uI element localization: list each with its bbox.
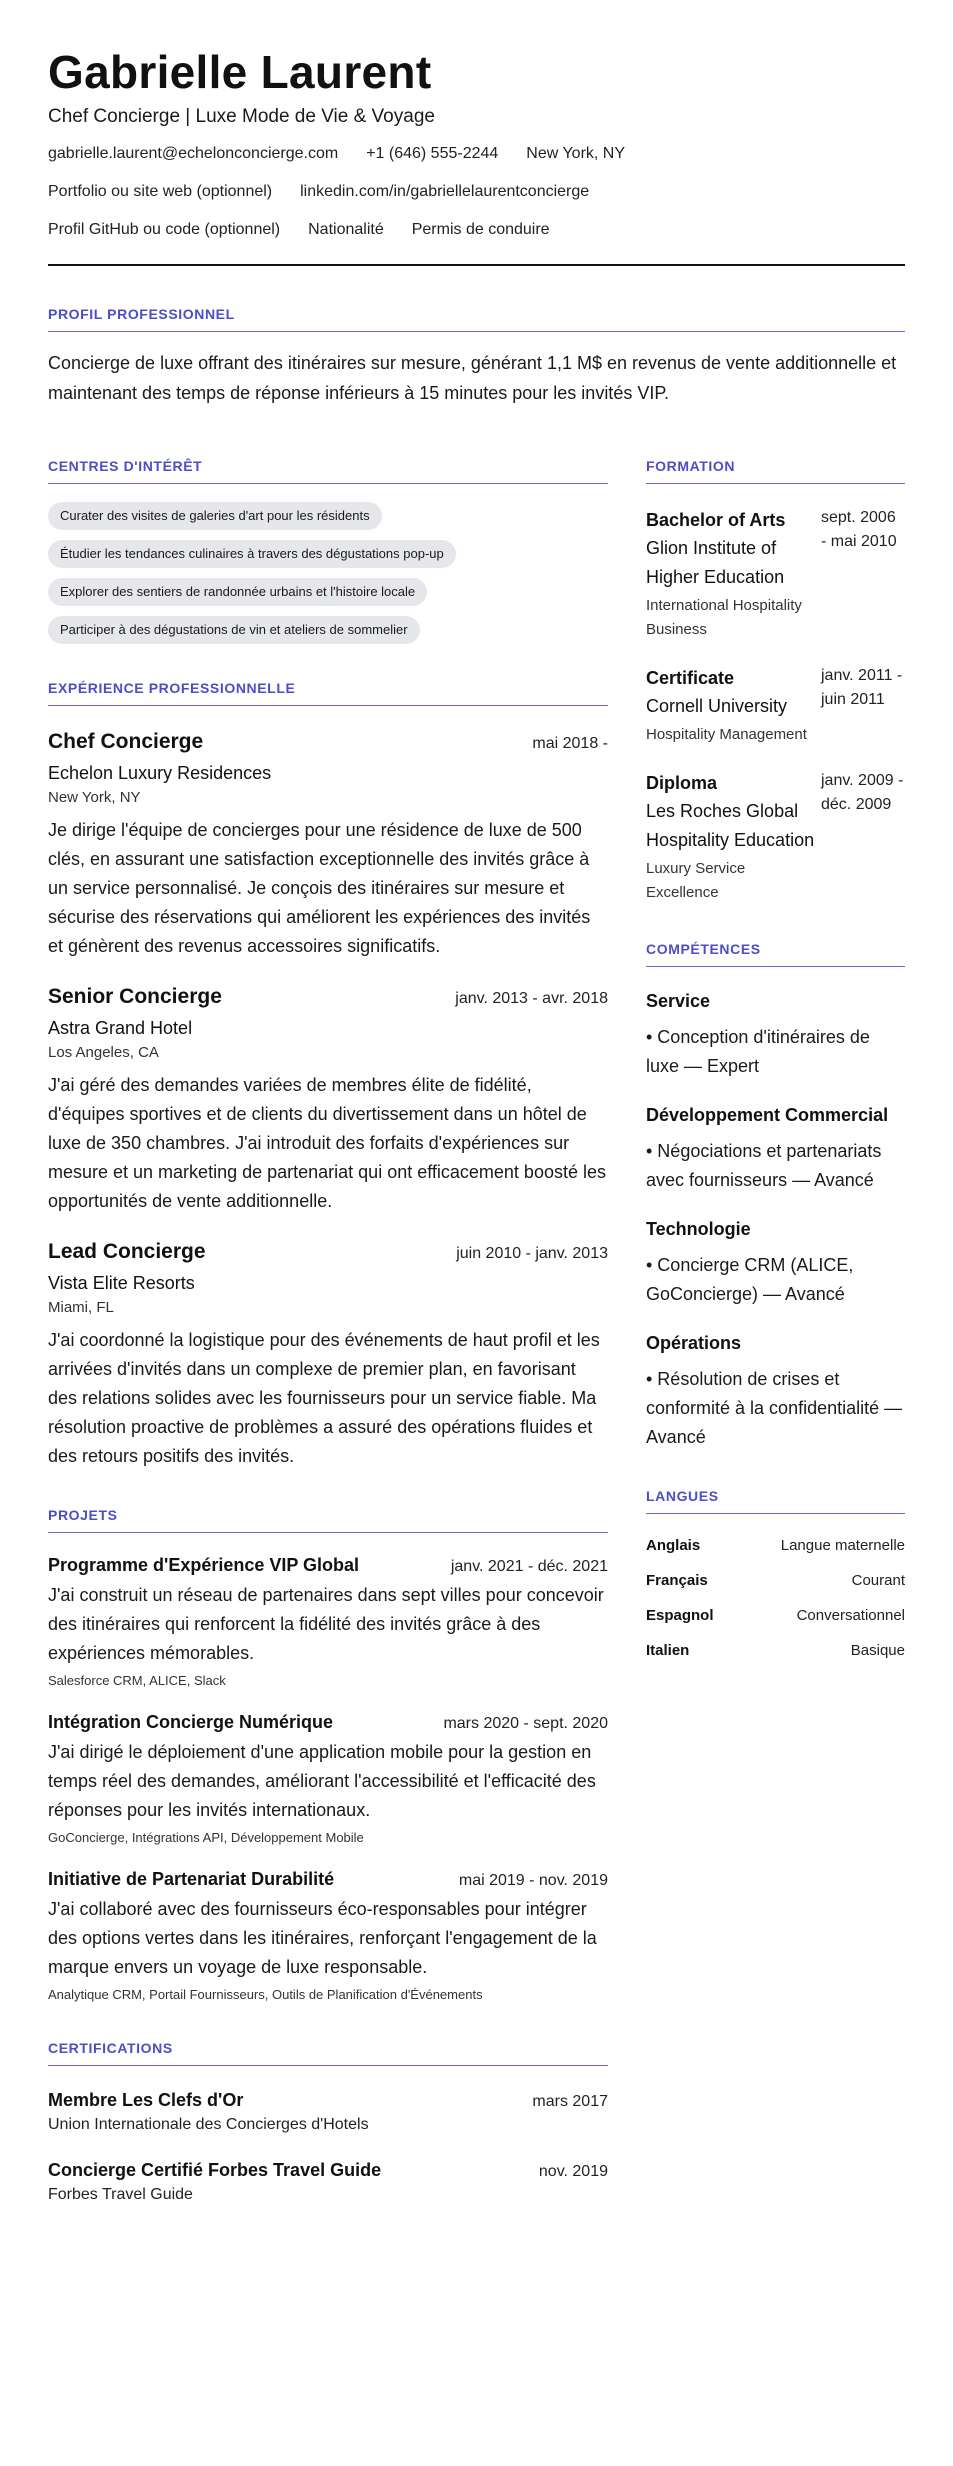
profile-summary: Concierge de luxe offrant des itinéraires sur mesure, générant 1,1 M$ en revenus de vente additionnelle et maintenant des temps de réponse inférieurs à 15 minutes pour les invités VIP. [48,353,897,403]
education-entry [646,769,905,905]
education-field: Luxury Service Excellence [646,860,746,901]
certification-title: Membre Les Clefs d'Or [48,2090,244,2110]
job-company: Echelon Luxury Residences [48,763,272,783]
education-school: Les Roches Global Hospitality Education [646,801,815,850]
education-degree: Bachelor of Arts [646,510,786,530]
interest-chip: Étudier les tendances culinaires à travers des dégustations pop-up [48,540,456,568]
skill-category: Technologie [646,1219,751,1239]
education-school: Cornell University [646,696,788,716]
skill-item: • Négociations et partenariats avec fournisseurs — Avancé [646,1141,882,1190]
project-date: mars 2020 - sept. 2020 [443,1715,608,1732]
main-column [48,458,608,2206]
section-heading: LANGUES [646,1488,905,1514]
education-date: sept. 2006 - mai 2010 [821,509,897,550]
job-company: Vista Elite Resorts [48,1273,195,1293]
header-divider [48,264,905,266]
project-description: J'ai collaboré avec des fournisseurs éco-responsables pour intégrer des options vertes dans les itinéraires, renforçant l'engagement de la marque envers un voyage de luxe responsable. [48,1899,597,1977]
project-date: janv. 2021 - déc. 2021 [450,1558,608,1575]
certification-issuer: Union Internationale des Concierges d'Hotels [48,2116,369,2133]
section-heading: PROJETS [48,1507,608,1533]
contact-row [48,144,905,164]
project-title: Initiative de Partenariat Durabilité [48,1869,335,1889]
interests-section [48,458,608,644]
languages-section [646,1488,905,1661]
interest-chip: Curater des visites de galeries d'art pour les résidents [48,502,382,530]
project-title: Programme d'Expérience VIP Global [48,1555,360,1575]
job-title: Senior Concierge [48,985,222,1008]
certifications-section [48,2040,608,2206]
job-company: Astra Grand Hotel [48,1018,193,1038]
contact-info [48,144,905,240]
language-name: Italien [646,1642,690,1659]
education-degree: Diploma [646,773,718,793]
nationality: Nationalité [308,221,384,238]
job-entry [48,983,608,1216]
certification-entry [48,2088,608,2136]
job-date: juin 2010 - janv. 2013 [456,1245,608,1262]
section-heading: EXPÉRIENCE PROFESSIONNELLE [48,680,608,706]
skill-item: • Résolution de crises et conformité à la confidentialité — Avancé [646,1369,903,1447]
education-entry [646,664,905,747]
language-name: Français [646,1572,708,1589]
project-entry [48,1553,608,1690]
job-date: mai 2018 - [532,735,608,752]
interest-chip: Explorer des sentiers de randonnée urbains et l'histoire locale [48,578,427,606]
language-level: Courant [851,1572,905,1589]
education-school: Glion Institute of Higher Education [646,538,785,587]
job-location: Miami, FL [48,1299,114,1316]
contact-row [48,182,905,202]
section-heading: COMPÉTENCES [646,941,905,967]
language-row [646,1606,905,1626]
language-row [646,1641,905,1661]
skill-category: Service [646,991,711,1011]
language-row [646,1536,905,1556]
section-heading: FORMATION [646,458,905,484]
education-entry [646,506,905,642]
linkedin-link[interactable]: linkedin.com/in/gabriellelaurentconcierge [300,183,590,200]
certification-title: Concierge Certifié Forbes Travel Guide [48,2160,382,2180]
job-location: New York, NY [48,789,141,806]
language-name: Espagnol [646,1607,714,1624]
section-heading: PROFIL PROFESSIONNEL [48,306,905,332]
driving-licence: Permis de conduire [411,221,550,238]
section-heading: CERTIFICATIONS [48,2040,608,2066]
certification-date: nov. 2019 [538,2163,608,2180]
education-field: Hospitality Management [646,726,807,743]
language-name: Anglais [646,1537,701,1554]
job-location: Los Angeles, CA [48,1044,159,1061]
language-level: Langue maternelle [780,1537,905,1554]
education-field: International Hospitality Business [646,597,802,638]
certification-date: mars 2017 [532,2093,608,2110]
project-tech: GoConcierge, Intégrations API, Développement Mobile [48,1830,364,1845]
interest-chip: Participer à des dégustations de vin et ateliers de sommelier [48,616,420,644]
language-level: Basique [850,1642,905,1659]
language-level: Conversationnel [796,1607,905,1624]
project-entry [48,1867,608,2004]
skill-item: • Conception d'itinéraires de luxe — Expert [646,1027,870,1076]
skill-category: Développement Commercial [646,1105,889,1125]
job-date: janv. 2013 - avr. 2018 [455,990,608,1007]
github-link[interactable]: Profil GitHub ou code (optionnel) [48,221,281,238]
skills-section [646,941,905,1452]
job-description: Je dirige l'équipe de concierges pour une résidence de luxe de 500 clés, en assurant une satisfaction exceptionnelle des invités grâce à un service personnalisé. Je conçois des itinéraires sur mesure et sécurise des réservations qui améliorent les expériences des invités et génèrent des revenus accessoires significatifs. [48,820,591,956]
certification-entry [48,2158,608,2206]
project-title: Intégration Concierge Numérique [48,1712,334,1732]
project-entry [48,1710,608,1847]
section-heading: CENTRES D'INTÉRÊT [48,458,608,484]
job-entry [48,1238,608,1471]
project-description: J'ai construit un réseau de partenaires dans sept villes pour concevoir des itinéraires qui renforcent la fidélité des invités grâce à des expériences mémorables. [48,1585,604,1663]
project-date: mai 2019 - nov. 2019 [458,1872,608,1889]
experience-section [48,680,608,1471]
location: New York, NY [526,145,626,162]
certification-issuer: Forbes Travel Guide [48,2186,193,2203]
project-description: J'ai dirigé le déploiement d'une application mobile pour la gestion en temps réel des demandes, améliorant l'accessibilité et l'efficacité des réponses pour les invités internationaux. [48,1742,596,1820]
education-date: janv. 2011 - juin 2011 [821,667,903,708]
language-row [646,1571,905,1591]
education-degree: Certificate [646,668,735,688]
skill-category: Opérations [646,1333,742,1353]
skill-item: • Concierge CRM (ALICE, GoConcierge) — Avancé [646,1255,854,1304]
job-description: J'ai coordonné la logistique pour des événements de haut profil et les arrivées d'invités dans un complexe de premier plan, en favorisant des relations solides avec les fournisseurs pour un service fiable. Ma résolution proactive de problèmes a assuré des opérations fluides et des retours positifs des invités. [48,1330,600,1466]
language-list [646,1536,905,1661]
projects-section [48,1507,608,2004]
project-tech: Analytique CRM, Portail Fournisseurs, Outils de Planification d'Événements [48,1987,483,2002]
portfolio-link[interactable]: Portfolio ou site web (optionnel) [48,183,273,200]
interest-list [48,502,608,644]
profile-section [48,306,905,408]
email-link[interactable]: gabrielle.laurent@echelonconcierge.com [48,145,339,162]
job-entry [48,728,608,961]
candidate-title: Chef Concierge | Luxe Mode de Vie & Voyage [48,106,435,127]
sidebar-column [646,458,905,1676]
education-section [646,458,905,905]
job-description: J'ai géré des demandes variées de membres élite de fidélité, d'équipes sportives et de clients du divertissement dans un hôtel de luxe de 350 chambres. J'ai introduit des forfaits d'expériences sur mesure et un marketing de partenariat qui ont efficacement boosté les opportunités de vente additionnelle. [48,1075,606,1211]
education-date: janv. 2009 - déc. 2009 [821,772,904,813]
contact-row [48,220,905,240]
phone-number[interactable]: +1 (646) 555-2244 [366,145,499,162]
project-tech: Salesforce CRM, ALICE, Slack [48,1673,226,1688]
job-title: Lead Concierge [48,1240,206,1263]
candidate-name: Gabrielle Laurent [48,46,432,98]
job-title: Chef Concierge [48,730,204,753]
